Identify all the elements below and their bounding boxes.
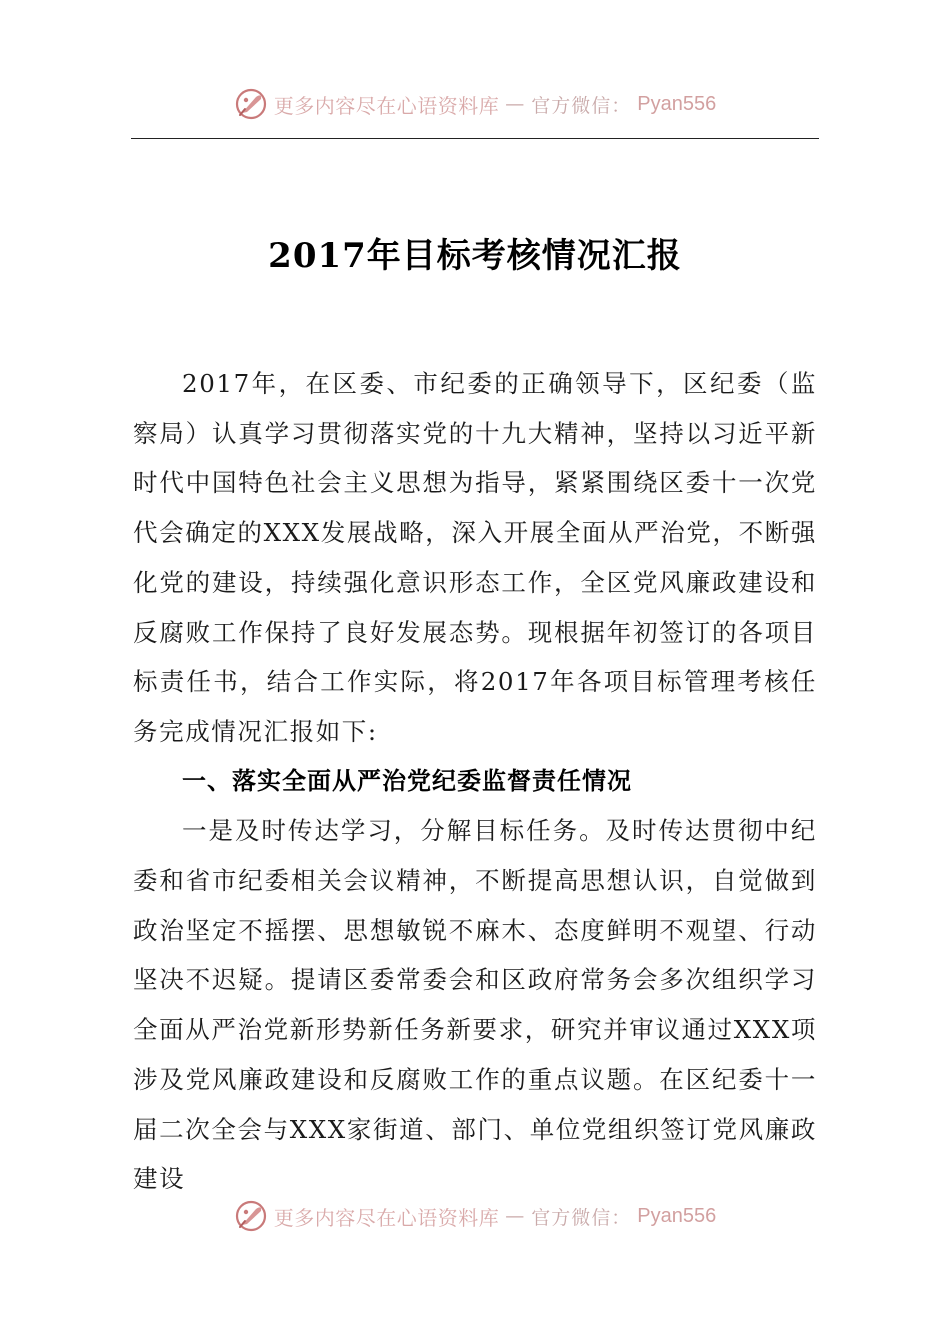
watermark-wechat-id: Pyan556 xyxy=(637,1204,717,1227)
watermark-wechat-id: Pyan556 xyxy=(637,92,717,115)
section-paragraph: 一是及时传达学习，分解目标任务。及时传达贯彻中纪委和省市纪委相关会议精神，不断提高思想认识，自觉做到政治坚定不摇摆、思想敏锐不麻木、态度鲜明不观望、行动坚决不迟疑。提请区委常委会和区政府常务会多次组织学习全面从严治党新形势新任务新要求，研究并审议通过XXX项涉及党风廉政建设和反腐败工作的重点议题。在区纪委十一届二次全会与XXX家街道、部门、单位党组织签订党风廉政建设 xyxy=(133,816,817,1194)
watermark-dash: — xyxy=(505,93,526,115)
watermark-sub-text: 官方微信： xyxy=(531,94,632,117)
watermark-main-text: 更多内容尽在心语资料库 xyxy=(273,93,500,118)
document-body xyxy=(133,359,817,1204)
watermark-sub-text: 官方微信： xyxy=(531,1206,632,1229)
watermark-dash: — xyxy=(505,1205,526,1227)
watermark-main-text: 更多内容尽在心语资料库 xyxy=(273,1205,500,1230)
quill-seal-logo xyxy=(234,87,268,121)
intro-paragraph: 2017年，在区委、市纪委的正确领导下，区纪委（监察局）认真学习贯彻落实党的十九大精神，坚持以习近平新时代中国特色社会主义思想为指导，紧紧围绕区委十一次党代会确定的XXX发展战略，深入开展全面从严治党，不断强化党的建设，持续强化意识形态工作，全区党风廉政建设和反腐败工作保持了良好发展态势。现根据年初签订的各项目标责任书，结合工作实际，将2017年各项目标管理考核任务完成情况汇报如下: xyxy=(133,369,817,746)
header-divider xyxy=(131,138,819,139)
header-watermark xyxy=(0,84,950,124)
footer-watermark xyxy=(0,1196,950,1236)
quill-seal-logo xyxy=(234,1199,268,1233)
document-title: 2017年目标考核情况汇报 xyxy=(268,236,682,276)
section-heading: 一、落实全面从严治党纪委监督责任情况 xyxy=(182,766,632,795)
